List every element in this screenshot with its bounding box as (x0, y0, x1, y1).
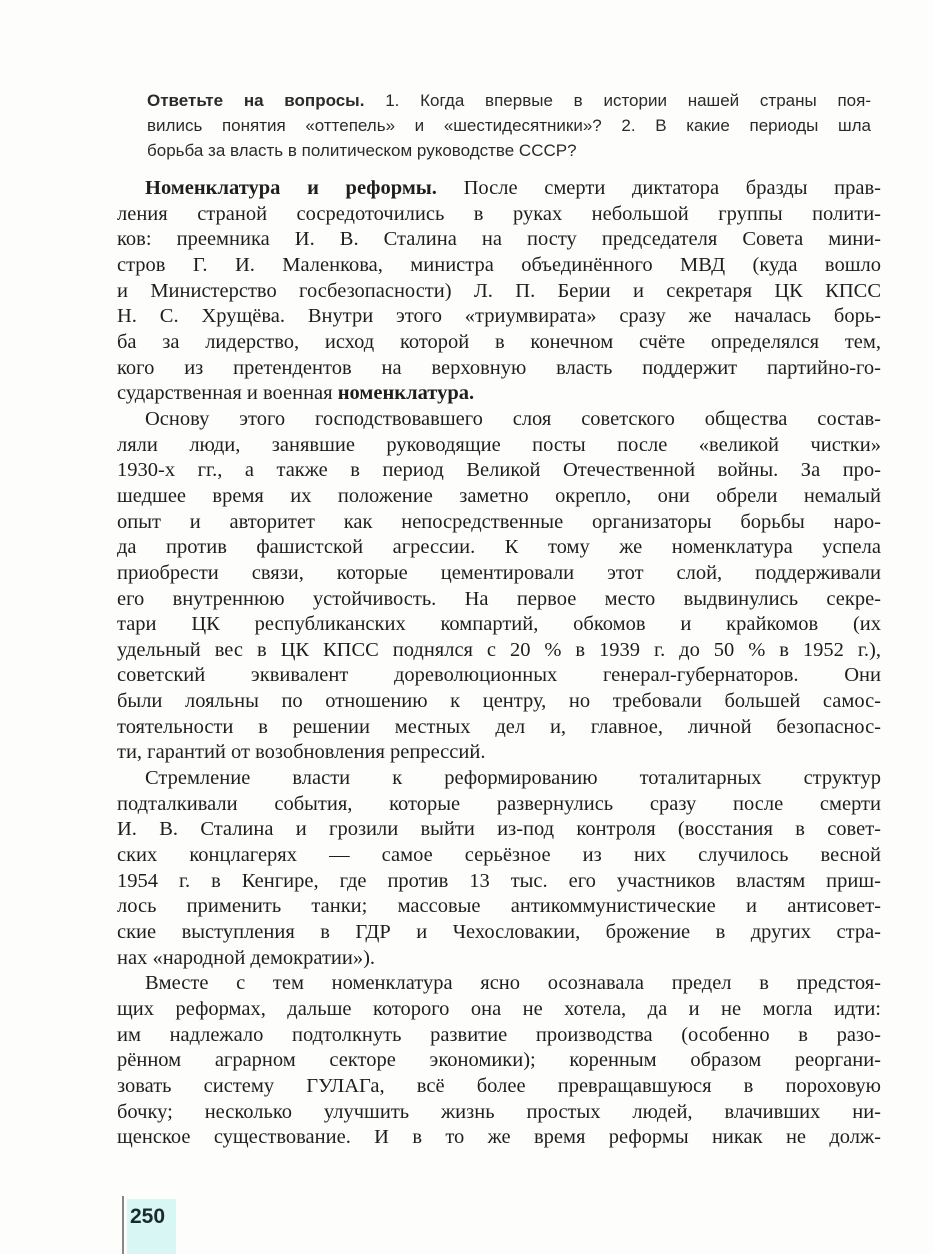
text-line: нах «народной демократии»). (117, 946, 376, 969)
text-line: щих реформах, дальше которого она не хотела, да и не могла идти: (117, 998, 881, 1020)
text-line: сударственная и военная (117, 382, 338, 405)
text-line: ские выступления в ГДР и Чехословакии, брожение в других стра- (117, 921, 881, 944)
text-line: ских концлагерях — самое серьёзное из них случилось весной (117, 844, 881, 867)
text-line: шедшее время их положение заметно окрепло, они обрели немалый (117, 484, 881, 507)
questions-heading: Ответьте на вопросы. (147, 91, 365, 110)
text-line: Н. С. Хрущёва. Внутри этого «триумвирата» сразу же началась борь- (117, 305, 881, 328)
text-line: им надлежало подтолкнуть развитие производства (особенно в разо- (117, 1023, 881, 1046)
text-line: 1930-х гг., а также в период Великой Отечественной войны. За про- (117, 459, 881, 482)
body-text (117, 176, 881, 1151)
text-line: 1954 г. в Кенгире, где против 13 тыс. его участников властям приш- (117, 869, 881, 892)
text-line: И. В. Сталина и грозили выйти из-под контроля (восстания в совет- (117, 818, 881, 841)
text-line: ляли люди, занявшие руководящие посты после «великой чистки» (117, 433, 881, 456)
page-number-rule (122, 1196, 124, 1254)
term-bold: номенклатура. (337, 382, 475, 405)
text-line: ков: преемника И. В. Сталина на посту председателя Совета мини- (117, 228, 881, 251)
text-line: рённом аграрном секторе экономики); коренным образом реоргани- (117, 1049, 881, 1072)
text-line: подталкивали события, которые развернулись сразу после смерти (117, 792, 881, 815)
text-line: Основу этого господствовавшего слоя советского общества состав- (145, 407, 881, 430)
page-number: 250 (130, 1205, 166, 1228)
section-heading: Номенклатура и реформы. (145, 177, 437, 199)
text-line: Стремление власти к реформированию тоталитарных структур (145, 767, 881, 790)
text-line: были лояльны по отношению к центру, но требовали большей самос- (117, 690, 881, 713)
text-line: да против фашистской агрессии. К тому же номенклатура успела (117, 536, 881, 559)
text-line: приобрести связи, которые цементировали этот слой, поддерживали (117, 561, 881, 584)
text-line: Вместе с тем номенклатура ясно осознавала предел в предстоя- (145, 972, 881, 995)
text-line: лось применить танки; массовые антикоммунистические и антисовет- (117, 895, 881, 918)
text-line: стров Г. И. Маленкова, министра объединённого МВД (куда вошло (117, 253, 881, 276)
text-line: ба за лидерство, исход которой в конечном счёте определялся тем, (117, 330, 881, 353)
text-line: ления страной сосредоточились в руках небольшой группы полити- (117, 202, 881, 225)
text-line: зовать систему ГУЛАГа, всё более превращавшуюся в пороховую (117, 1074, 881, 1097)
text-line: тари ЦК республиканских компартий, обкомов и крайкомов (их (117, 613, 881, 636)
text-line: щенское существование. И в то же время реформы никак не долж- (117, 1126, 881, 1149)
text-line: После смерти диктатора бразды прав- (436, 177, 881, 199)
question-line: 1. Когда впервые в истории нашей страны поя- (364, 91, 871, 110)
text-line: советский эквивалент дореволюционных генерал-губернаторов. Они (117, 664, 881, 687)
text-line: тоятельности в решении местных дел и, главное, личной безопаснос- (117, 715, 881, 738)
text-line: кого из претендентов на верховную власть поддержит партийно-го- (117, 356, 881, 379)
text-line: его внутреннюю устойчивость. На первое место выдвинулись секре- (117, 587, 881, 610)
text-line: бочку; несколько улучшить жизнь простых людей, влачивших ни- (117, 1100, 881, 1123)
question-line: вились понятия «оттепель» и «шестидесятники»? 2. В какие периоды шла (147, 116, 871, 135)
text-line: удельный вес в ЦК КПСС поднялся с 20 % в 1939 г. до 50 % в 1952 г.), (117, 638, 881, 661)
text-line: опыт и авторитет как непосредственные организаторы борьбы наро- (117, 510, 881, 533)
question-line: борьба за власть в политическом руководстве СССР? (147, 141, 577, 160)
text-line: и Министерство госбезопасности) Л. П. Берии и секретаря ЦК КПСС (117, 279, 881, 302)
text-line: ти, гарантий от возобновления репрессий. (117, 741, 486, 764)
questions-box (147, 88, 871, 163)
